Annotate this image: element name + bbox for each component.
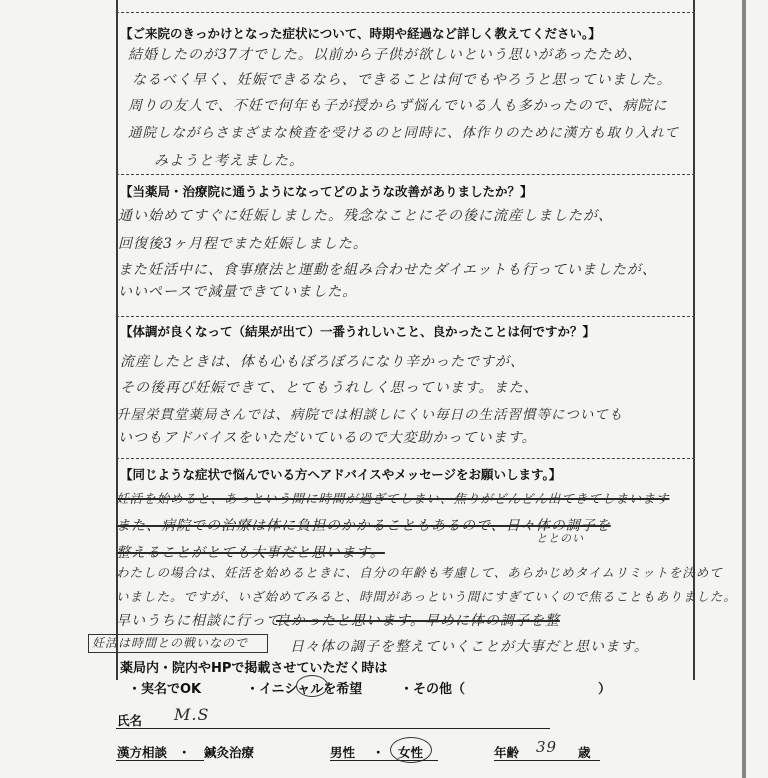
section-divider bbox=[116, 458, 695, 459]
category-separator: ・ bbox=[178, 745, 191, 760]
age-unit: 歳 bbox=[578, 745, 591, 760]
option-real-name[interactable]: ・実名でOK bbox=[128, 682, 202, 697]
gender-separator: ・ bbox=[372, 745, 385, 760]
category-underline bbox=[116, 760, 204, 761]
publish-permission-label: 薬局内・院内やHPで掲載させていただく時は bbox=[120, 661, 388, 676]
age-value[interactable]: 39 bbox=[536, 738, 558, 756]
answer-1-line: 結婚したのが37才でした。以前から子供が欲しいという思いがあったため、 bbox=[128, 47, 643, 63]
answer-4-line: 早いうちに相談に行って bbox=[116, 613, 281, 629]
question-3: 【体調が良くなって（結果が出て）一番うれしいこと、良かったことは何ですか？】 bbox=[120, 324, 596, 339]
answer-3-line: 流産したときは、体も心もぼろぼろになり辛かったですが、 bbox=[120, 354, 525, 370]
name-underline bbox=[116, 728, 550, 729]
answer-4-struck-line: 妊活を始めると、あっという間に時間が過ぎてしまい、焦りがどんどん出てきてしまいます bbox=[116, 491, 670, 506]
question-2: 【当薬局・治療院に通うようになってどのような改善がありましたか？】 bbox=[120, 184, 533, 199]
age-label: 年齢 bbox=[494, 745, 520, 760]
answer-2-line: 回復後3ヶ月程でまた妊娠しました。 bbox=[118, 236, 368, 252]
answer-4-margin-note: 妊活は時間との戦いなので bbox=[92, 636, 249, 650]
name-label: 氏名 bbox=[117, 713, 143, 728]
category-kampo[interactable]: 漢方相談 bbox=[117, 745, 168, 760]
answer-2-line: 通い始めてすぐに妊娠しました。残念なことにその後に流産しましたが、 bbox=[118, 208, 613, 224]
answer-4-line: いました。ですが、いざ始めてみると、時間があっという間にすぎていくので焦ることもありました。 bbox=[116, 589, 737, 604]
category-acupuncture[interactable]: 鍼灸治療 bbox=[204, 745, 255, 760]
page-edge-shadow bbox=[742, 0, 746, 778]
question-4: 【同じような症状で悩んでいる方へアドバイスやメッセージをお願いします。】 bbox=[120, 467, 562, 482]
answer-2-line: いいペースで減量できていました。 bbox=[118, 284, 358, 300]
option-other[interactable]: ・その他（ bbox=[400, 682, 466, 697]
selected-option-circle bbox=[296, 675, 328, 697]
answer-4-struck-line: 整えることがとても大事だと思います。 bbox=[116, 545, 385, 561]
age-underline bbox=[494, 760, 600, 761]
answer-4-insertion: ととのい bbox=[536, 532, 584, 545]
gender-underline bbox=[330, 760, 438, 761]
section-divider bbox=[116, 316, 695, 317]
answer-3-line: その後再び妊娠できて、とてもうれしく思っています。また、 bbox=[120, 380, 539, 396]
answer-4-struck-line: また、病院での治療は体に負担のかかることもあるので、日々体の調子を bbox=[116, 518, 611, 534]
section-divider bbox=[116, 12, 695, 13]
answer-3-line: 升屋栄貫堂薬局さんでは、病院では相談しにくい毎日の生活習慣等についても bbox=[116, 407, 624, 423]
answer-3-line: いつもアドバイスをいただいているので大変助かっています。 bbox=[118, 430, 537, 446]
answer-1-line: なるべく早く、妊娠できるなら、できることは何でもやろうと思っていました。 bbox=[132, 72, 672, 88]
answer-4-line: わたしの場合は、妊活を始めるときに、自分の年齢も考慮して、あらかじめタイムリミットを決めて bbox=[116, 565, 723, 580]
answer-1-line: みようと考えました。 bbox=[154, 153, 304, 169]
question-1: 【ご来院のきっかけとなった症状について、時期や経過など詳しく教えてください。】 bbox=[120, 26, 601, 41]
answer-1-line: 周りの友人で、不妊で何年も子が授からず悩んでいる人も多かったので、病院に bbox=[128, 98, 668, 114]
gender-male[interactable]: 男性 bbox=[330, 745, 356, 760]
answer-4-struck-line: 良かったと思います。早めに体の調子を整 bbox=[276, 613, 560, 629]
section-divider bbox=[116, 174, 695, 175]
answer-4-line: 日々体の調子を整えていくことが大事だと思います。 bbox=[290, 639, 649, 655]
option-initials[interactable]: ・イニシャルを希望 bbox=[246, 682, 363, 697]
option-other-close: ） bbox=[598, 682, 612, 697]
gender-female[interactable]: 女性 bbox=[398, 745, 424, 760]
answer-1-line: 通院しながらさまざまな検査を受けるのと同時に、体作りのために漢方も取り入れて bbox=[128, 125, 679, 141]
name-value[interactable]: M.S bbox=[174, 705, 210, 724]
answer-2-line: また妊活中に、食事療法と運動を組み合わせたダイエットも行っていましたが、 bbox=[118, 262, 657, 278]
